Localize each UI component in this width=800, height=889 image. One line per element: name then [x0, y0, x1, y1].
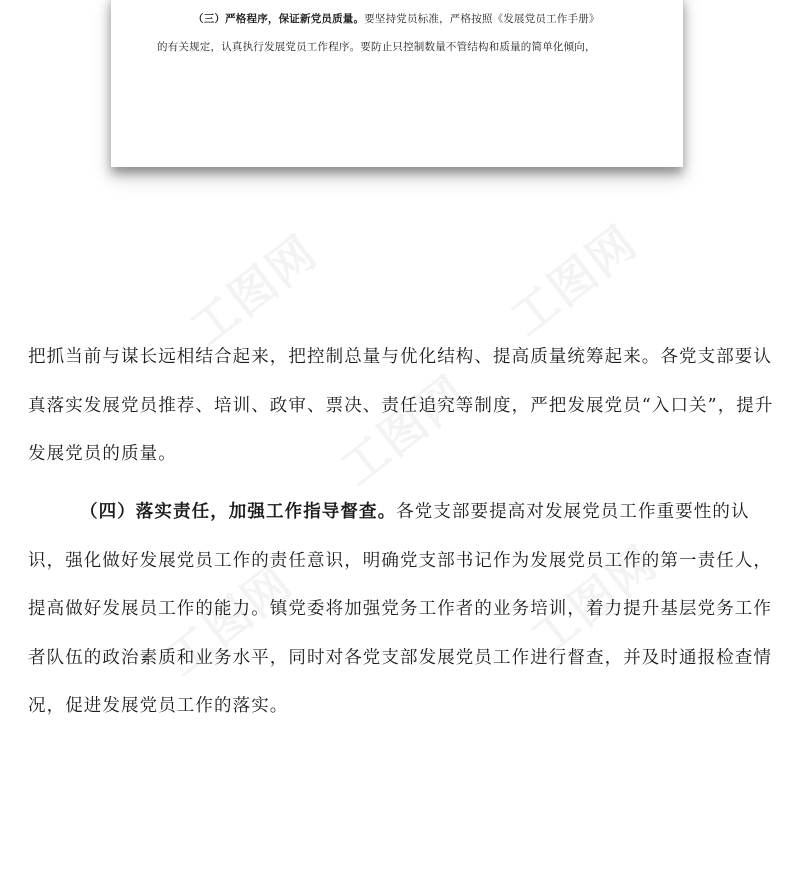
body-paragraph-2-text: 各党支部要提高对发展党员工作重要性的认识，强化做好发展党员工作的责任意识，明确党支部书记作为发展党员工作的第一责任人，提高做好发展员工作的能力。镇党委将加强党务工作者的业务培训，着力提升基层党务工作者队伍的政治素质和业务水平，同时对各党支部发展党员工作进行督查，并及时通报检查情况，促进发展党员工作的落实。	[28, 502, 772, 716]
paper-line-2: 的有关规定，认真执行发展党员工作程序。要防止只控制数量不管结构和质量的简单化倾向，	[157, 41, 596, 53]
watermark: 工图网	[520, 534, 668, 666]
body-paragraph-1: 把抓当前与谋长远相结合起来，把控制总量与优化结构、提高质量统筹起来。各党支部要认真落实发展党员推荐、培训、政审、票决、责任追究等制度，严把发展党员“入口关”，提升发展党员的质量。	[28, 347, 774, 464]
watermark: 工图网	[330, 364, 478, 496]
paper-line-1	[111, 12, 683, 26]
paper-section-heading: （三）严格程序，保证新党员质量。	[193, 13, 365, 25]
section-heading: （四）落实责任，加强工作指导督查。	[80, 502, 397, 522]
document-page-preview	[111, 0, 683, 167]
body-paragraph-2	[28, 488, 776, 731]
watermark: 工图网	[155, 554, 303, 686]
paper-line-1-text: 要坚持党员标准，严格按照《发展党员工作手册》	[364, 13, 600, 25]
watermark: 工图网	[180, 224, 328, 356]
watermark: 工图网	[500, 214, 648, 346]
